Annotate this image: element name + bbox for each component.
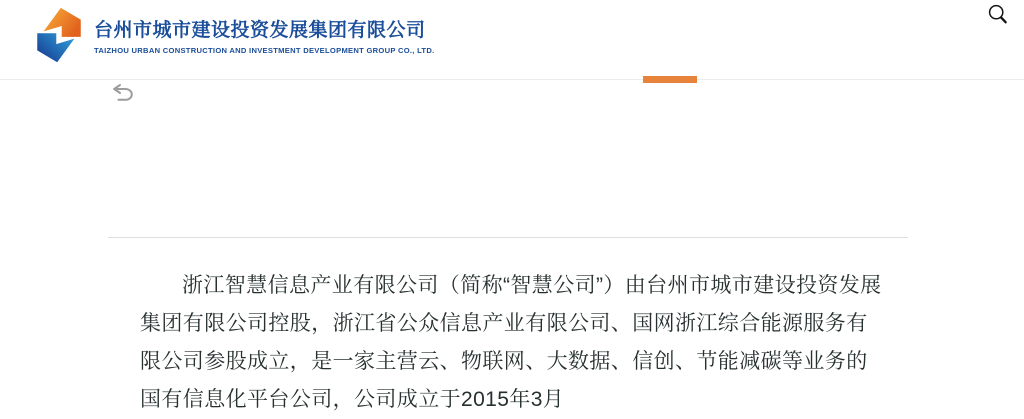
brand-text [94, 15, 435, 55]
back-button[interactable] [111, 82, 135, 102]
article-paragraph-line: 国有信息化平台公司，公司成立于2015年3月 [140, 388, 565, 411]
brand [34, 6, 435, 64]
article-paragraph-line: 集团有限公司控股，浙江省公众信息产业有限公司、国网浙江综合能源服务有 [140, 312, 868, 335]
section-divider [108, 237, 908, 238]
search-icon [987, 3, 1009, 25]
company-name-english: TAIZHOU URBAN CONSTRUCTION AND INVESTMENT DEVELOPMENT GROUP CO., LTD. [94, 46, 435, 55]
article-paragraph-line: 限公司参股成立，是一家主营云、物联网、大数据、信创、节能减碳等业务的 [140, 350, 868, 373]
company-name: 台州市城市建设投资发展集团有限公司 [94, 20, 426, 41]
active-tab-indicator [643, 76, 697, 83]
site-header [0, 0, 1024, 80]
article-body [140, 267, 900, 419]
search-button[interactable] [987, 3, 1009, 25]
article-paragraph-line: 浙江智慧信息产业有限公司（简称“智慧公司”）由台州市城市建设投资发展 [182, 274, 882, 297]
company-logo-icon [34, 6, 84, 64]
return-arrow-icon [111, 82, 135, 102]
